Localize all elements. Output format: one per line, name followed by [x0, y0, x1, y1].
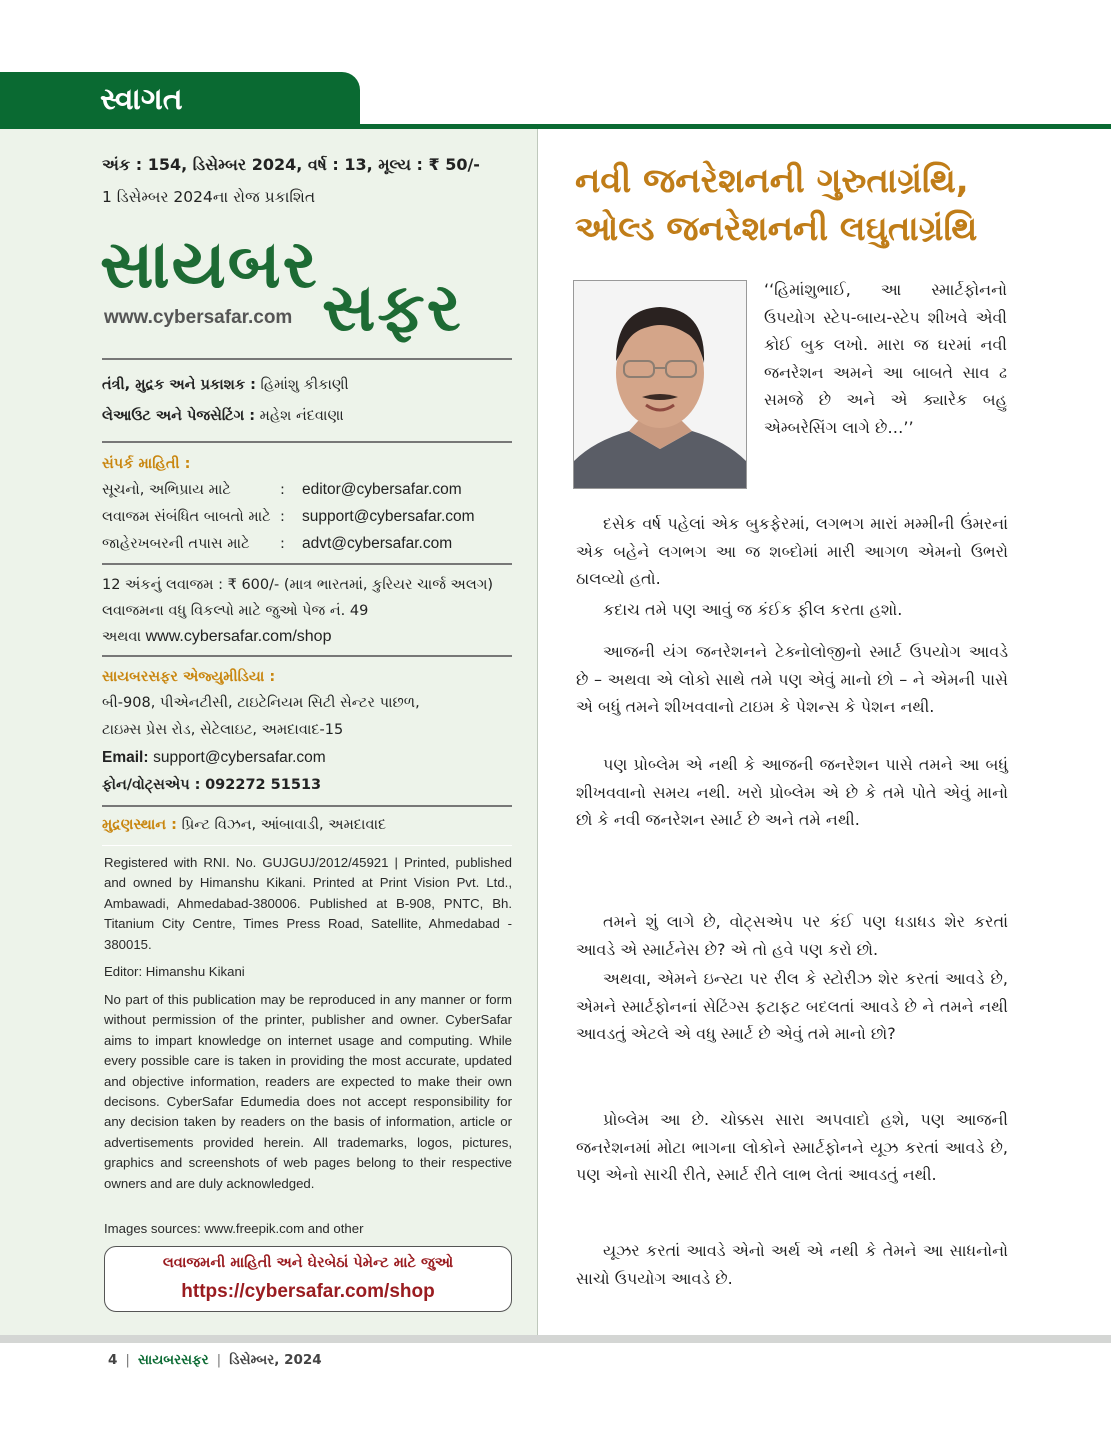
contact-row: [102, 534, 452, 554]
divider: [102, 358, 512, 360]
edumedia-address-1: બી-908, પીએનટીસી, ટાઇટેનિયમ સિટી સેન્ટર પાછળ,: [102, 695, 420, 711]
section-tab-label: સ્વાગત: [100, 82, 183, 117]
article-paragraph: દસેક વર્ષ પહેલાં એક બુકફેરમાં, લગભગ મારાં મમ્મીની ઉંમરનાં એક બહેને લગભગ આ જ શબ્દોમાં મારી આગળ એમનો ઉભરો ઠાલવ્યો હતો.: [576, 514, 1008, 588]
subscription-price: 12 અંકનું લવાજમ : ₹ 600/- (માત્ર ભારતમાં, કુરિયર ચાર્જ અલગ): [102, 577, 494, 593]
contact-sep: :: [280, 536, 285, 552]
contact-sep: :: [280, 482, 285, 498]
divider: [102, 563, 512, 565]
edumedia-phone: [102, 775, 522, 795]
edumedia-phone-label: ફોન/વોટ્સએપ :: [102, 777, 201, 793]
divider: [102, 441, 512, 443]
editor-label: તંત્રી, મુદ્રક અને પ્રકાશક :: [102, 377, 256, 393]
article-paragraph: આજની યંગ જનરેશનને ટેક્નોલોજીનો સ્માર્ટ ઉપયોગ આવડે છે – અથવા એ લોકો સાથે તમે પણ એવું માનો છો – ને એમની પાસે એ બધું તમને શીખવવાનો ટાઇમ કે પેશન્સ કે પેશન નથી.: [576, 642, 1008, 716]
edumedia-email-label: Email:: [102, 749, 149, 766]
legal-images: Images sources: www.freepik.com and other: [104, 1221, 364, 1236]
layout-label: લેઆઉટ અને પેજસેટિંગ :: [102, 408, 256, 424]
contact-sep: :: [280, 509, 285, 525]
contact-heading: સંપર્ક માહિતી :: [102, 456, 191, 472]
subscription-shop-link[interactable]: www.cybersafar.com/shop: [145, 628, 332, 645]
published-line: 1 ડિસેમ્બર 2024ના રોજ પ્રકાશિત: [102, 188, 316, 206]
issue-line: અંક : 154, ડિસેમ્બર 2024, વર્ષ : 13, મૂલ્ય : ₹ 50/-: [102, 155, 480, 174]
footer-separator: |: [125, 1352, 130, 1368]
legal-editor: Editor: Himanshu Kikani: [104, 964, 245, 979]
article-paragraph: અથવા, એમને ઇન્સ્ટા પર રીલ કે સ્ટોરીઝ શેર કરતાં આવડે છે, એમને સ્માર્ટફોનનાં સેટિંગ્સ ફટાફટ બદલતાં આવડે છે ને તમને નથી આવડતું એટલે એ વધુ સ્માર્ટ છે એવું તમે માનો છો?: [576, 969, 1008, 1043]
contact-email[interactable]: advt@cybersafar.com: [302, 535, 453, 552]
footer-brand: સાયબરસફર: [137, 1352, 209, 1368]
article-paragraph: તમને શું લાગે છે, વોટ્સએપ પર કંઈ પણ ધડાધડ શેર કરતાં આવડે એ સ્માર્ટનેસ છે? એ તો હવે પણ કરો છો.: [576, 912, 1008, 959]
contact-email[interactable]: editor@cybersafar.com: [302, 481, 462, 498]
edumedia-address-2: ટાઇમ્સ પ્રેસ રોડ, સેટેલાઇટ, અમદાવાદ-15: [102, 722, 344, 738]
divider: [102, 845, 512, 846]
page-footer: [108, 1352, 322, 1368]
shop-callout[interactable]: [104, 1246, 512, 1312]
printing-place: [102, 815, 522, 835]
edumedia-email: [102, 748, 522, 768]
article-paragraph: પણ પ્રોબ્લેમ એ નથી કે આજની જનરેશન પાસે તમને આ બધું શીખવવાનો સમય નથી. ખરો પ્રોબ્લેમ એ છે કે તમે પોતે એવું માનો છો કે નવી જનરેશન સ્માર્ટ છે અને તમે નથી.: [576, 755, 1008, 829]
footer-separator: |: [216, 1352, 222, 1368]
printing-label: મુદ્રણસ્થાન :: [102, 817, 177, 833]
article-quote: ‘‘હિમાંશુભાઈ, આ સ્માર્ટફોનનો ઉપયોગ સ્ટેપ-બાય-સ્ટેપ શીખવે એવી કોઈ બુક લખો. મારા જ ઘરમાં નવી જનરેશન અમને આ બાબતે સાવ ઢ સમજે છે અને એ ક્યારેક બહુ એમ્બરેસિંગ લાગે છે…’’: [764, 280, 1007, 437]
article-paragraph: પ્રોબ્લેમ આ છે. ચોક્કસ સારા અપવાદો હશે, પણ આજની જનરેશનમાં મોટા ભાગના લોકોને સ્માર્ટફોનને યૂઝ કરતાં આવડે છે, પણ એનો સાચી રીતે, સ્માર્ટ રીતે લાભ લેતાં આવડતું નથી.: [576, 1110, 1008, 1184]
legal-registration: Registered with RNI. No. GUJGUJ/2012/45921 | Printed, published and owned by Himanshu Kikani. Printed at Print Vision Pvt. Ltd., Ambawadi, Ahmedabad-380006. Published at B-908, PNTC, Bh. Titanium City Centre, Times Press Road, Satellite, Ahmedabad - 380015.: [104, 855, 512, 952]
edumedia-phone-value: 092272 51513: [205, 777, 322, 793]
subscription-shop: [102, 627, 522, 647]
author-portrait-image: [574, 281, 746, 488]
logo-word-1: સાયબર: [100, 226, 319, 303]
footer-rule: [0, 1335, 1111, 1343]
editor-value: હિમાંશુ કીકાણી: [260, 377, 349, 393]
layout-value: મહેશ નંદવાણા: [259, 408, 344, 424]
layout-credit: [102, 406, 522, 426]
contact-label: સૂચનો, અભિપ્રાય માટે: [102, 482, 231, 498]
subscription-shop-prefix: અથવા: [102, 629, 142, 645]
edumedia-email-value[interactable]: support@cybersafar.com: [153, 749, 326, 766]
edumedia-heading: સાયબરસફર એજ્યુમીડિયા :: [102, 669, 276, 685]
contact-label: લવાજમ સંબંધિત બાબતો માટે: [102, 509, 271, 525]
logo-word-2: સફર: [322, 269, 463, 346]
divider: [102, 805, 512, 807]
contact-email[interactable]: support@cybersafar.com: [302, 508, 475, 525]
contact-row: [102, 480, 462, 500]
printing-value: પ્રિન્ટ વિઝન, આંબાવાડી, અમદાવાદ: [181, 817, 387, 833]
subscription-options: લવાજમના વધુ વિકલ્પો માટે જુઓ પેજ નં. 49: [102, 603, 369, 619]
contact-row: [102, 507, 475, 527]
author-photo: [573, 280, 747, 489]
article-paragraph: કદાચ તમે પણ આવું જ કંઈક ફીલ કરતા હશો.: [603, 600, 903, 619]
shop-callout-link[interactable]: https://cybersafar.com/shop: [181, 1281, 435, 1302]
article-paragraph: યૂઝર કરતાં આવડે એનો અર્થ એ નથી કે તેમને આ સાધનોનો સાચો ઉપયોગ આવડે છે.: [576, 1241, 1008, 1288]
contact-label: જાહેરખબરની તપાસ માટે: [102, 536, 250, 552]
footer-date: ડિસેમ્બર, 2024: [229, 1352, 322, 1368]
editor-credit: [102, 375, 522, 395]
article-title-line-2: ઓલ્ડ જનરેશનની લઘુતાગ્રંથિ: [575, 209, 978, 249]
legal-disclaimer: No part of this publication may be reproduced in any manner or form without permission of the printer, publisher and owner. CyberSafar aims to impart knowledge on internet usage and computing. While every possible care is taken in providing the most accurate, updated and objective information, readers are expected to make their own decisons. CyberSafar Edumedia does not accept responsibility for any decision taken by readers on the basis of information, article or advertisements provided herein. All trademarks, logos, pictures, graphics and screenshots of web pages belong to their respective owners and are duly acknowledged.: [104, 992, 512, 1191]
divider: [102, 655, 512, 657]
shop-callout-text: લવાજમની માહિતી અને ઘેરબેઠાં પેમેન્ટ માટે જુઓ: [162, 1255, 454, 1271]
article-title-line-1: નવી જનરેશનની ગુરુતાગ્રંથિ,: [575, 161, 969, 201]
page-number: 4: [108, 1352, 118, 1368]
logo-url[interactable]: www.cybersafar.com: [104, 307, 293, 328]
